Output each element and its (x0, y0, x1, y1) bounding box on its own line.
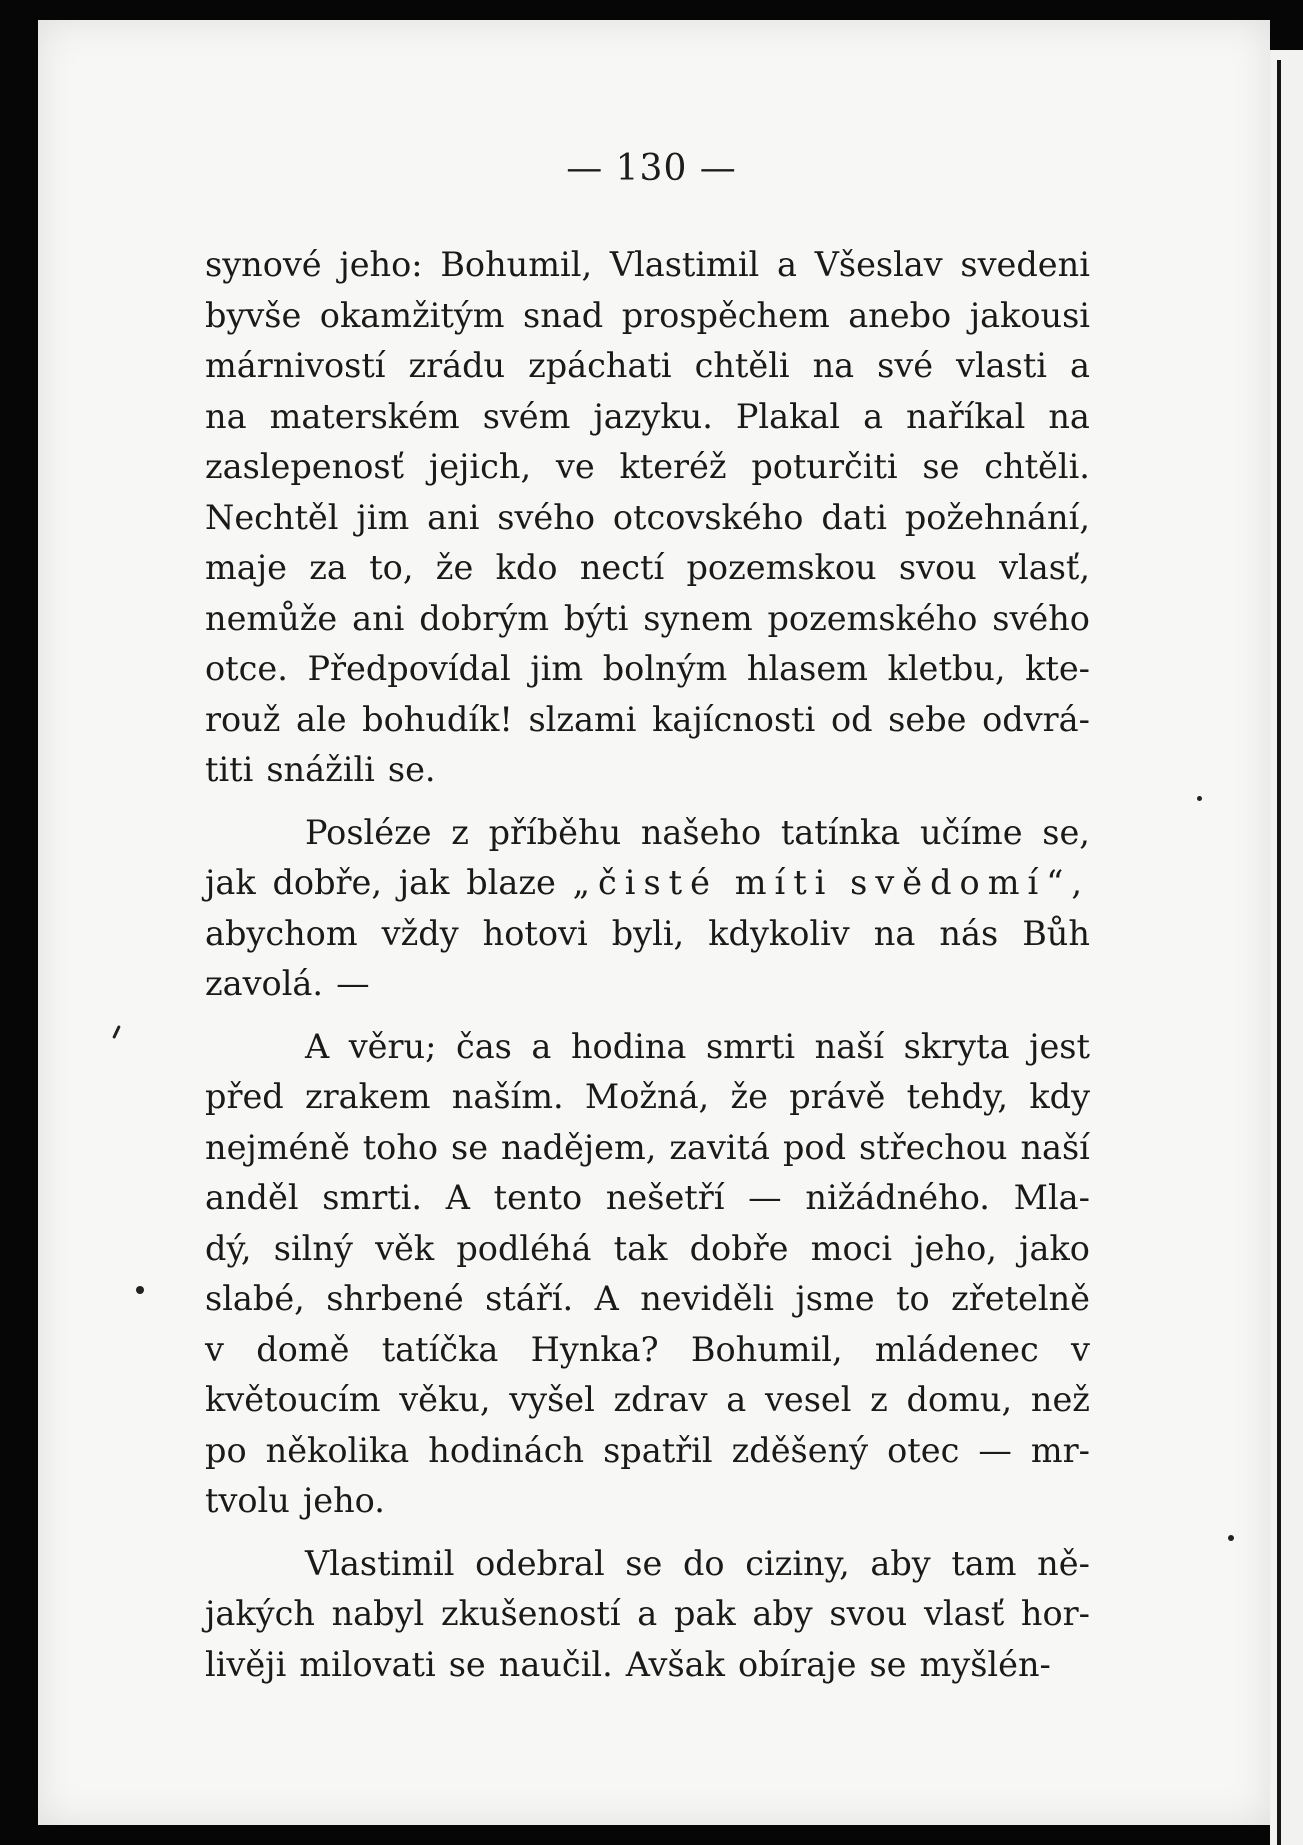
word: své (877, 346, 934, 385)
word: milovati (299, 1644, 436, 1684)
word: poturčiti (751, 447, 898, 486)
word: od (830, 699, 873, 739)
word: Avšak (625, 1644, 725, 1684)
word: jim (530, 649, 584, 688)
adjacent-page-edge (1270, 50, 1303, 1845)
word: před (205, 1077, 284, 1116)
word: dý, (205, 1228, 252, 1268)
word: a (776, 245, 797, 284)
word: a (531, 1026, 552, 1066)
word: obíraje (737, 1644, 857, 1684)
word: byli, (611, 913, 685, 953)
word: se (869, 1644, 907, 1684)
word: a (1069, 346, 1090, 385)
word: kajícnosti (652, 699, 816, 739)
word: tam (951, 1543, 1017, 1583)
word: se. (387, 750, 436, 789)
word: tehdy, (906, 1077, 1009, 1116)
word: kdykoliv (708, 913, 850, 953)
word: moci (810, 1228, 893, 1268)
word: několika (265, 1430, 410, 1470)
word: nadějem, (500, 1127, 657, 1167)
word: otec (887, 1430, 960, 1470)
word: livěji (205, 1644, 287, 1684)
word: anebo (848, 295, 952, 335)
word: kletbu, (887, 649, 1006, 688)
word: kte- (1025, 649, 1090, 688)
text-line (205, 1072, 1090, 1123)
word: — (748, 1178, 782, 1217)
word: pozemskou (686, 548, 877, 587)
word: zavolá. (205, 964, 324, 1003)
word: v (205, 1329, 224, 1369)
word: střechou (858, 1127, 1008, 1167)
word: učíme (919, 812, 1023, 852)
word: na (812, 346, 855, 385)
word: se (922, 447, 960, 486)
word: vždy (381, 913, 459, 953)
word: zděšený (731, 1430, 869, 1470)
word: Vlastimil (609, 245, 760, 284)
word: jazyku. (593, 396, 713, 436)
word: maje (205, 548, 287, 587)
word: právě (789, 1077, 886, 1116)
word: A (445, 1178, 470, 1217)
word: svědomí“, (850, 863, 1090, 902)
word: býti (563, 598, 629, 638)
word: byvše (205, 295, 302, 335)
word: otcovského (612, 497, 804, 537)
word: vesel (764, 1380, 852, 1419)
word: tento (493, 1178, 583, 1217)
word: myšlén- (919, 1644, 1051, 1684)
word: rouž (205, 699, 281, 739)
paragraph (205, 1539, 1090, 1691)
word: „čisté (572, 863, 718, 902)
word: bohudík! (362, 699, 513, 739)
word: jejich, (428, 447, 532, 486)
word: jak (205, 863, 256, 902)
word: z (870, 1380, 888, 1419)
text-line (205, 1325, 1090, 1376)
text-line (205, 1476, 1090, 1527)
word: věk (375, 1228, 435, 1268)
page-number: — 130 — (566, 148, 737, 189)
word: květoucím (205, 1380, 381, 1419)
word: hor- (1020, 1594, 1090, 1633)
word: — (336, 964, 370, 1003)
word: nešetří (605, 1178, 725, 1217)
word: okamžitým (319, 295, 505, 335)
word: synové (205, 245, 322, 284)
word: se (625, 1543, 663, 1583)
word: svého (992, 598, 1090, 638)
word: silný (273, 1228, 353, 1268)
word: tatínka (780, 812, 901, 852)
word: tatíčka (381, 1329, 499, 1369)
word: Mla- (1013, 1178, 1090, 1217)
word: jeho: (339, 245, 423, 284)
text-line (205, 1640, 1090, 1691)
word: našeho (640, 812, 762, 852)
word: z (451, 812, 469, 852)
word: odebral (475, 1543, 605, 1583)
word: to, (369, 548, 414, 587)
word: chtěli. (984, 447, 1090, 486)
word: Hynka? (530, 1329, 659, 1369)
word: než (1030, 1380, 1090, 1419)
word: jest (1029, 1026, 1090, 1066)
word: snážili (266, 750, 375, 789)
word: nižádného. (805, 1178, 990, 1217)
word: a (863, 396, 884, 436)
word: neviděli (640, 1279, 774, 1318)
text-line (205, 1173, 1090, 1224)
word: otce. (205, 649, 288, 688)
word: aby (870, 1543, 931, 1583)
word: se, (1042, 812, 1090, 852)
word: márnivostí (205, 346, 386, 385)
text-line (205, 1539, 1090, 1590)
text-line (205, 1224, 1090, 1275)
paragraph-gap (205, 1527, 1090, 1539)
word: abychom (205, 913, 358, 953)
word: že (730, 1077, 768, 1116)
word: snad (523, 295, 604, 335)
word: smrti (705, 1026, 796, 1066)
word: domě (256, 1329, 350, 1369)
word: shrbené (326, 1279, 464, 1318)
word: Bůh (1022, 913, 1090, 953)
word: A (305, 1026, 330, 1066)
word: ani (427, 497, 480, 537)
text-line (205, 1274, 1090, 1325)
text-line (205, 808, 1090, 859)
word: — (978, 1430, 1012, 1470)
word: vlasti (956, 346, 1048, 385)
word: aby (752, 1594, 813, 1633)
word: nabyl (331, 1594, 425, 1633)
text-line (205, 341, 1090, 392)
word: podléhá (456, 1228, 592, 1268)
scan-speck (1228, 1535, 1234, 1541)
word: dati (821, 497, 887, 537)
word: Posléze (305, 812, 432, 852)
word: zrádu (408, 346, 506, 385)
word: hodinách (428, 1430, 585, 1470)
scan-speck (1197, 796, 1202, 801)
word: hodina (570, 1026, 687, 1066)
text-line (205, 1589, 1090, 1640)
word: bolným (602, 649, 728, 688)
word: jakých (205, 1594, 315, 1633)
word: a (637, 1594, 658, 1633)
word: tak (613, 1228, 668, 1268)
word: blaze (466, 863, 556, 902)
word: jako (1019, 1228, 1090, 1268)
word: jakousi (969, 295, 1090, 335)
word: zkušeností (440, 1594, 621, 1633)
word: věku, (399, 1380, 491, 1419)
word: Předpovídal (307, 649, 511, 688)
word: Nechtěl (205, 497, 339, 537)
word: Vlastimil (305, 1543, 455, 1583)
word: smrti. (322, 1178, 423, 1217)
text-line (205, 858, 1090, 909)
word: ciziny, (745, 1543, 850, 1583)
body-text (205, 240, 1090, 1690)
word: hotovi (482, 913, 588, 953)
word: skryta (903, 1026, 1010, 1066)
text-line (205, 240, 1090, 291)
word: jsme (795, 1279, 875, 1318)
word: zavitá (669, 1127, 771, 1167)
word: kdy (1029, 1077, 1090, 1116)
word: svou (898, 548, 977, 587)
word: chtěli (694, 346, 790, 385)
word: jim (356, 497, 410, 537)
text-line (205, 695, 1090, 746)
word: že (435, 548, 474, 587)
word: v (1071, 1329, 1090, 1369)
page-gutter-line (1277, 60, 1281, 1845)
word: se (451, 1127, 489, 1167)
word: naší (1020, 1127, 1090, 1167)
paragraph-gap (205, 1010, 1090, 1022)
text-line (205, 392, 1090, 443)
word: dobrým (419, 598, 549, 638)
word: naříkal (906, 396, 1026, 436)
text-line (205, 442, 1090, 493)
word: sebe (888, 699, 967, 739)
word: svého (497, 497, 595, 537)
word: vyšel (509, 1380, 595, 1419)
text-line (205, 543, 1090, 594)
word: Všeslav (814, 245, 943, 284)
paragraph-gap (205, 796, 1090, 808)
word: zdrav (613, 1380, 708, 1419)
word: ale (296, 699, 347, 739)
word: na (873, 913, 916, 953)
text-line (205, 1123, 1090, 1174)
word: to (896, 1279, 930, 1318)
word: pak (673, 1594, 736, 1633)
word: na (205, 396, 247, 436)
word: nemůže (205, 598, 338, 638)
word: materském (269, 396, 460, 436)
word: kteréž (619, 447, 727, 486)
word: odvrá- (982, 699, 1090, 739)
text-line (205, 909, 1090, 960)
text-line (205, 1375, 1090, 1426)
word: nás (939, 913, 999, 953)
word: za (309, 548, 347, 587)
word: příběhu (488, 812, 622, 852)
text-line (205, 493, 1090, 544)
text-line (205, 1426, 1090, 1477)
word: jak (398, 863, 450, 902)
word: ve (555, 447, 595, 486)
word: synem (643, 598, 753, 638)
word: dobře, (272, 863, 382, 902)
text-line (205, 291, 1090, 342)
word: slabé, (205, 1279, 305, 1318)
paragraph (205, 1022, 1090, 1527)
word: jeho, (914, 1228, 997, 1268)
word: titi (205, 750, 254, 789)
word: mr- (1030, 1430, 1090, 1470)
word: kdo (495, 548, 558, 587)
word: Bohumil, (690, 1329, 843, 1369)
word: vlasť (923, 1594, 1005, 1633)
scan-speck (136, 1286, 144, 1294)
word: tvolu (205, 1481, 290, 1520)
word: pod (782, 1127, 847, 1167)
word: naším. (451, 1077, 564, 1116)
word: Bohumil, (440, 245, 593, 284)
word: stáří. (485, 1279, 574, 1318)
text-line (205, 644, 1090, 695)
word: ně- (1037, 1543, 1090, 1583)
word: Plakal (735, 396, 841, 436)
word: na (1048, 396, 1090, 436)
word: zpáchati (528, 346, 672, 385)
word: toho (362, 1127, 439, 1167)
word: po (205, 1430, 247, 1470)
word: zrakem (304, 1077, 431, 1116)
word: pozemského (767, 598, 978, 638)
word: nectí (579, 548, 665, 587)
word: mládenec (874, 1329, 1039, 1369)
text-line (205, 745, 1090, 796)
word: prospěchem (621, 295, 830, 335)
word: zřetelně (951, 1279, 1090, 1318)
word: a (726, 1380, 747, 1419)
word: věru; (348, 1026, 437, 1066)
word: nejméně (205, 1127, 350, 1167)
text-line (205, 594, 1090, 645)
paragraph (205, 240, 1090, 796)
word: domu, (906, 1380, 1013, 1419)
text-line (205, 959, 1090, 1010)
word: svedeni (960, 245, 1090, 284)
word: anděl (205, 1178, 299, 1217)
word: spatřil (603, 1430, 713, 1470)
word: do (682, 1543, 725, 1583)
word: naší (814, 1026, 885, 1066)
word: čas (455, 1026, 512, 1066)
word: svou (829, 1594, 908, 1633)
word: vlasť, (999, 548, 1090, 587)
word: slzami (528, 699, 637, 739)
text-line (205, 1022, 1090, 1073)
word: ani (352, 598, 405, 638)
paragraph (205, 808, 1090, 1010)
word: svém (482, 396, 571, 436)
word: Možná, (584, 1077, 710, 1116)
word: požehnání, (904, 497, 1090, 537)
word: se (448, 1644, 486, 1684)
word: jeho. (302, 1481, 385, 1520)
word: hlasem (746, 649, 868, 688)
word: naučil. (498, 1644, 613, 1684)
word: zaslepenosť (205, 447, 405, 486)
word: míti (734, 863, 834, 902)
word: dobře (689, 1228, 789, 1268)
word: A (594, 1279, 619, 1318)
